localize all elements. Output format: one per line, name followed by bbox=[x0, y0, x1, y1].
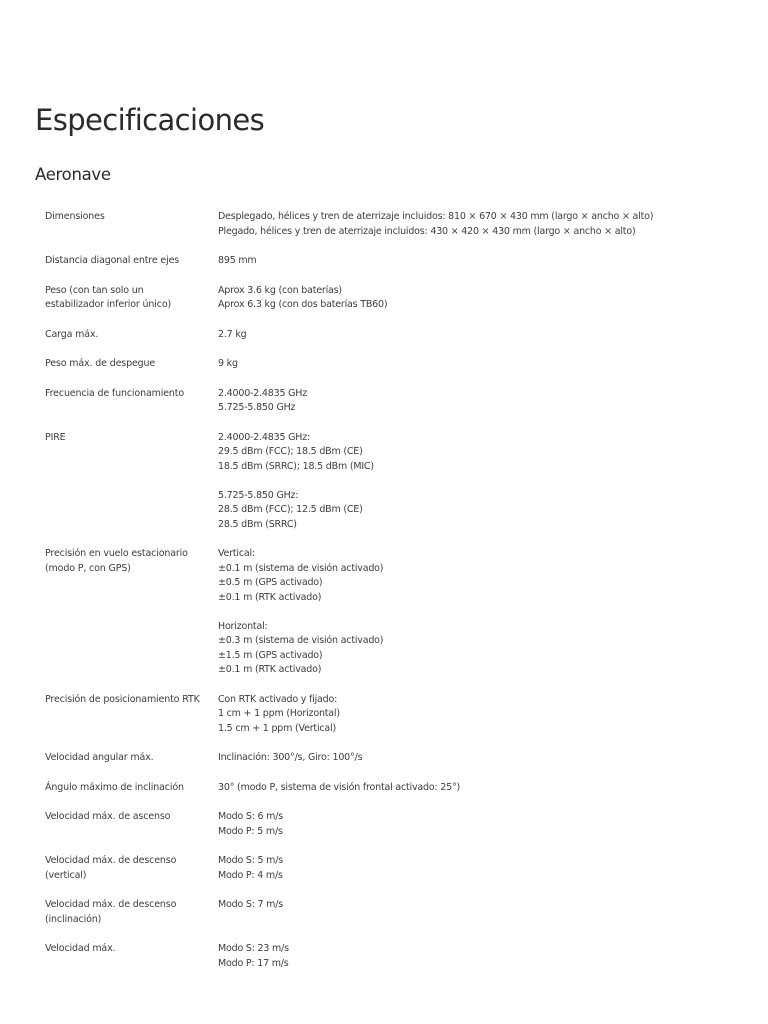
spec-value-line bbox=[218, 474, 745, 489]
spec-value bbox=[218, 751, 745, 766]
spec-value-line: 1 cm + 1 ppm (Horizontal) bbox=[218, 708, 340, 719]
spec-label bbox=[45, 854, 218, 883]
spec-label bbox=[45, 693, 218, 737]
spec-label-line: Distancia diagonal entre ejes bbox=[45, 255, 180, 266]
spec-label-line: PIRE bbox=[45, 431, 66, 443]
spec-label bbox=[45, 547, 218, 678]
spec-value-line: 18.5 dBm (SRRC); 18.5 dBm (MIC) bbox=[218, 460, 374, 472]
spec-row bbox=[45, 693, 745, 737]
section-title: Aeronave bbox=[35, 165, 111, 184]
spec-value-line: ±0.5 m (GPS activado) bbox=[218, 577, 323, 588]
spec-value-line: Desplegado, hélices y tren de aterrizaje incluidos: 810 × 670 × 430 mm (largo × ancho × alto) bbox=[218, 211, 654, 222]
spec-row bbox=[45, 328, 745, 343]
spec-label bbox=[45, 387, 218, 416]
spec-value-line: 2.4000-2.4835 GHz: bbox=[218, 431, 311, 443]
spec-label bbox=[45, 942, 218, 971]
spec-label-line: estabilizador inferior único) bbox=[45, 299, 172, 310]
spec-value-line: Con RTK activado y fijado: bbox=[218, 693, 338, 705]
spec-label bbox=[45, 328, 218, 343]
spec-label bbox=[45, 810, 218, 839]
spec-value-line: Aprox 6.3 kg (con dos baterías TB60) bbox=[218, 299, 388, 310]
spec-value-line: Inclinación: 300°/s, Giro: 100°/s bbox=[218, 752, 363, 763]
spec-label-line: Velocidad angular máx. bbox=[45, 752, 154, 763]
spec-label bbox=[45, 254, 218, 269]
spec-value bbox=[218, 431, 745, 533]
spec-value-line: Plegado, hélices y tren de aterrizaje incluidos: 430 × 420 × 430 mm (largo × ancho × alto) bbox=[218, 225, 636, 237]
spec-row bbox=[45, 751, 745, 766]
spec-value-line: 9 kg bbox=[218, 358, 238, 369]
spec-value-line: Modo S: 7 m/s bbox=[218, 899, 283, 910]
spec-value-line bbox=[218, 605, 745, 620]
spec-table bbox=[45, 210, 745, 986]
page-title: Especificaciones bbox=[35, 103, 265, 137]
spec-label-line: (modo P, con GPS) bbox=[45, 562, 131, 574]
spec-label bbox=[45, 357, 218, 372]
spec-value bbox=[218, 810, 745, 839]
spec-value-line: Modo S: 5 m/s bbox=[218, 855, 283, 866]
spec-value bbox=[218, 781, 745, 796]
spec-value-line: ±1.5 m (GPS activado) bbox=[218, 649, 323, 661]
spec-value-line: ±0.1 m (RTK activado) bbox=[218, 591, 322, 603]
spec-value-line: 5.725-5.850 GHz bbox=[218, 402, 296, 413]
spec-value-line: 30° (modo P, sistema de visión frontal activado: 25°) bbox=[218, 781, 461, 793]
spec-value-line: 28.5 dBm (FCC); 12.5 dBm (CE) bbox=[218, 504, 363, 515]
spec-value-line: Modo S: 23 m/s bbox=[218, 943, 289, 954]
spec-label bbox=[45, 751, 218, 766]
spec-row bbox=[45, 387, 745, 416]
spec-value bbox=[218, 357, 745, 372]
spec-value-line: Modo S: 6 m/s bbox=[218, 811, 283, 822]
spec-label bbox=[45, 781, 218, 796]
spec-value-line: 1.5 cm + 1 ppm (Vertical) bbox=[218, 722, 336, 734]
spec-value-line: 895 mm bbox=[218, 255, 257, 266]
spec-label bbox=[45, 210, 218, 239]
spec-label bbox=[45, 284, 218, 313]
spec-row bbox=[45, 898, 745, 927]
spec-value-line: Modo P: 17 m/s bbox=[218, 957, 289, 969]
spec-row bbox=[45, 210, 745, 239]
spec-label bbox=[45, 431, 218, 533]
spec-row bbox=[45, 284, 745, 313]
spec-value-line: Modo P: 5 m/s bbox=[218, 825, 283, 837]
spec-row bbox=[45, 357, 745, 372]
spec-value bbox=[218, 693, 745, 737]
spec-value bbox=[218, 328, 745, 343]
spec-value bbox=[218, 547, 745, 678]
spec-value-line: ±0.1 m (RTK activado) bbox=[218, 664, 322, 675]
spec-row bbox=[45, 547, 745, 678]
spec-value-line: ±0.3 m (sistema de visión activado) bbox=[218, 635, 384, 646]
spec-label-line: Peso máx. de despegue bbox=[45, 358, 156, 369]
spec-value-line: 2.4000-2.4835 GHz bbox=[218, 387, 308, 399]
spec-value bbox=[218, 387, 745, 416]
spec-row bbox=[45, 942, 745, 971]
spec-value-line: Modo P: 4 m/s bbox=[218, 869, 283, 881]
spec-row bbox=[45, 781, 745, 796]
spec-label-line: Velocidad máx. de descenso bbox=[45, 855, 177, 866]
spec-label bbox=[45, 898, 218, 927]
spec-value bbox=[218, 210, 745, 239]
spec-label-line: Carga máx. bbox=[45, 328, 99, 340]
spec-label-line: Precisión de posicionamiento RTK bbox=[45, 693, 200, 705]
spec-value-line: 29.5 dBm (FCC); 18.5 dBm (CE) bbox=[218, 446, 363, 457]
spec-value-line: Aprox 3.6 kg (con baterías) bbox=[218, 284, 342, 296]
spec-value-line: 28.5 dBm (SRRC) bbox=[218, 518, 297, 530]
spec-label-line: Dimensiones bbox=[45, 211, 105, 222]
spec-value bbox=[218, 898, 745, 927]
spec-value-line: Vertical: bbox=[218, 548, 255, 559]
spec-label-line: Precisión en vuelo estacionario bbox=[45, 548, 188, 559]
spec-value bbox=[218, 284, 745, 313]
spec-row bbox=[45, 810, 745, 839]
spec-row bbox=[45, 854, 745, 883]
spec-value bbox=[218, 254, 745, 269]
spec-row bbox=[45, 254, 745, 269]
spec-value-line: 2.7 kg bbox=[218, 328, 247, 340]
spec-value-line: ±0.1 m (sistema de visión activado) bbox=[218, 562, 384, 574]
spec-label-line: Velocidad máx. bbox=[45, 943, 116, 954]
spec-label-line: (vertical) bbox=[45, 869, 87, 881]
spec-value-line: Horizontal: bbox=[218, 620, 268, 632]
spec-label-line: Peso (con tan solo un bbox=[45, 284, 144, 296]
spec-value-line: 5.725-5.850 GHz: bbox=[218, 489, 299, 501]
spec-label-line: Velocidad máx. de descenso bbox=[45, 899, 177, 910]
spec-label-line: (inclinación) bbox=[45, 913, 102, 925]
spec-label-line: Ángulo máximo de inclinación bbox=[45, 781, 184, 793]
spec-label-line: Frecuencia de funcionamiento bbox=[45, 387, 185, 399]
spec-label-line: Velocidad máx. de ascenso bbox=[45, 811, 171, 822]
spec-value bbox=[218, 942, 745, 971]
spec-value bbox=[218, 854, 745, 883]
spec-row bbox=[45, 431, 745, 533]
